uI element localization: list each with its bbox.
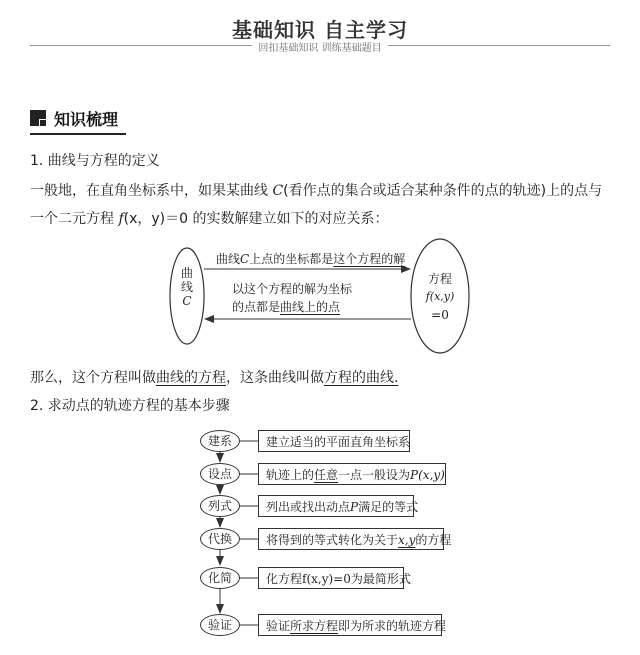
item2-heading: 2. 求动点的轨迹方程的基本步骤 xyxy=(30,398,230,414)
set-point-xy: (x,y) xyxy=(418,468,445,482)
flow-step-desc-simplify: 化方程f(x,y)=0为最简形式 xyxy=(258,567,404,589)
flow-step-oval-verify: 验证 xyxy=(200,614,240,636)
conclusion-underlined-2: 方程的曲线. xyxy=(324,370,399,386)
substitute-underlined: x,y xyxy=(398,533,416,547)
conclusion-underlined-1: 曲线的方程 xyxy=(156,370,226,386)
verify-text-a: 验证 xyxy=(266,619,291,633)
forward-label-a: 曲线 xyxy=(216,252,241,266)
verify-text-b: 即为所求的轨迹方程 xyxy=(338,619,447,633)
substitute-text-a: 将得到的等式转化为关于 xyxy=(266,533,399,547)
section-title: 知识梳理 xyxy=(54,110,119,129)
set-point-text-a: 轨迹上的 xyxy=(266,468,315,482)
flow-step-desc-equation xyxy=(258,495,419,517)
para1-curve-c: C xyxy=(272,183,284,199)
conclusion-text-b: ，这条曲线叫做 xyxy=(226,370,324,386)
item1-heading: 1. 曲线与方程的定义 xyxy=(30,153,160,169)
equation-label-3: =0 xyxy=(431,308,449,322)
backward-label-line1: 以这个方程的解为坐标 xyxy=(232,282,353,296)
forward-label-b: 上点的坐标都是 xyxy=(249,252,334,266)
page-subtitle-text: 回扣基础知识 训练基础题目 xyxy=(252,43,387,54)
backward-label-underlined: 曲线上的点 xyxy=(280,300,341,314)
set-point-underlined: 任意 xyxy=(314,468,339,482)
equation-label-2: f(x,y) xyxy=(425,290,455,303)
forward-label-c: C xyxy=(240,252,250,266)
flow-step-oval-substitute: 代换 xyxy=(200,528,240,550)
para2-text-a: 一个二元方程 xyxy=(30,211,119,227)
para1-text-b: (看作点的集合或适合某种条件的点的轨迹)上的点与 xyxy=(283,183,603,199)
flow-step-oval-build-coords: 建系 xyxy=(200,430,240,452)
flow-step-desc-substitute xyxy=(258,528,452,550)
equation-p: P xyxy=(350,500,359,514)
substitute-text-b: 的方程 xyxy=(415,533,452,547)
equation-label-1: 方程 xyxy=(427,272,452,286)
flow-step-oval-simplify: 化简 xyxy=(200,567,240,589)
flow-step-desc-verify xyxy=(258,614,447,636)
verify-underlined: 所求方程 xyxy=(290,619,339,633)
page-title: 基础知识 自主学习 xyxy=(232,18,408,42)
forward-label-underlined: 这个方程的解 xyxy=(333,252,406,266)
flow-step-desc-set-point xyxy=(258,463,446,485)
equation-text-a: 列出或找出动点 xyxy=(266,500,351,514)
curve-label-2: 线 xyxy=(180,280,193,294)
conclusion-text-a: 那么，这个方程叫做 xyxy=(30,370,156,386)
backward-label-a: 的点都是 xyxy=(232,300,281,314)
para2-func-f: f xyxy=(118,211,124,227)
curve-label-1: 曲 xyxy=(180,266,193,280)
set-point-p: P xyxy=(410,468,419,482)
set-point-text-b: 一点一般设为 xyxy=(338,468,411,482)
equation-text-b: 满足的等式 xyxy=(358,500,419,514)
flow-step-desc-build-coords: 建立适当的平面直角坐标系 xyxy=(258,430,410,452)
para2-text-b: (x，y)＝0 的实数解建立如下的对应关系： xyxy=(123,211,389,227)
para1-text-a: 一般地，在直角坐标系中，如果某曲线 xyxy=(30,183,273,199)
curve-label-3: C xyxy=(182,294,192,308)
flow-step-oval-set-point: 设点 xyxy=(200,463,240,485)
flow-step-oval-equation: 列式 xyxy=(200,495,240,517)
